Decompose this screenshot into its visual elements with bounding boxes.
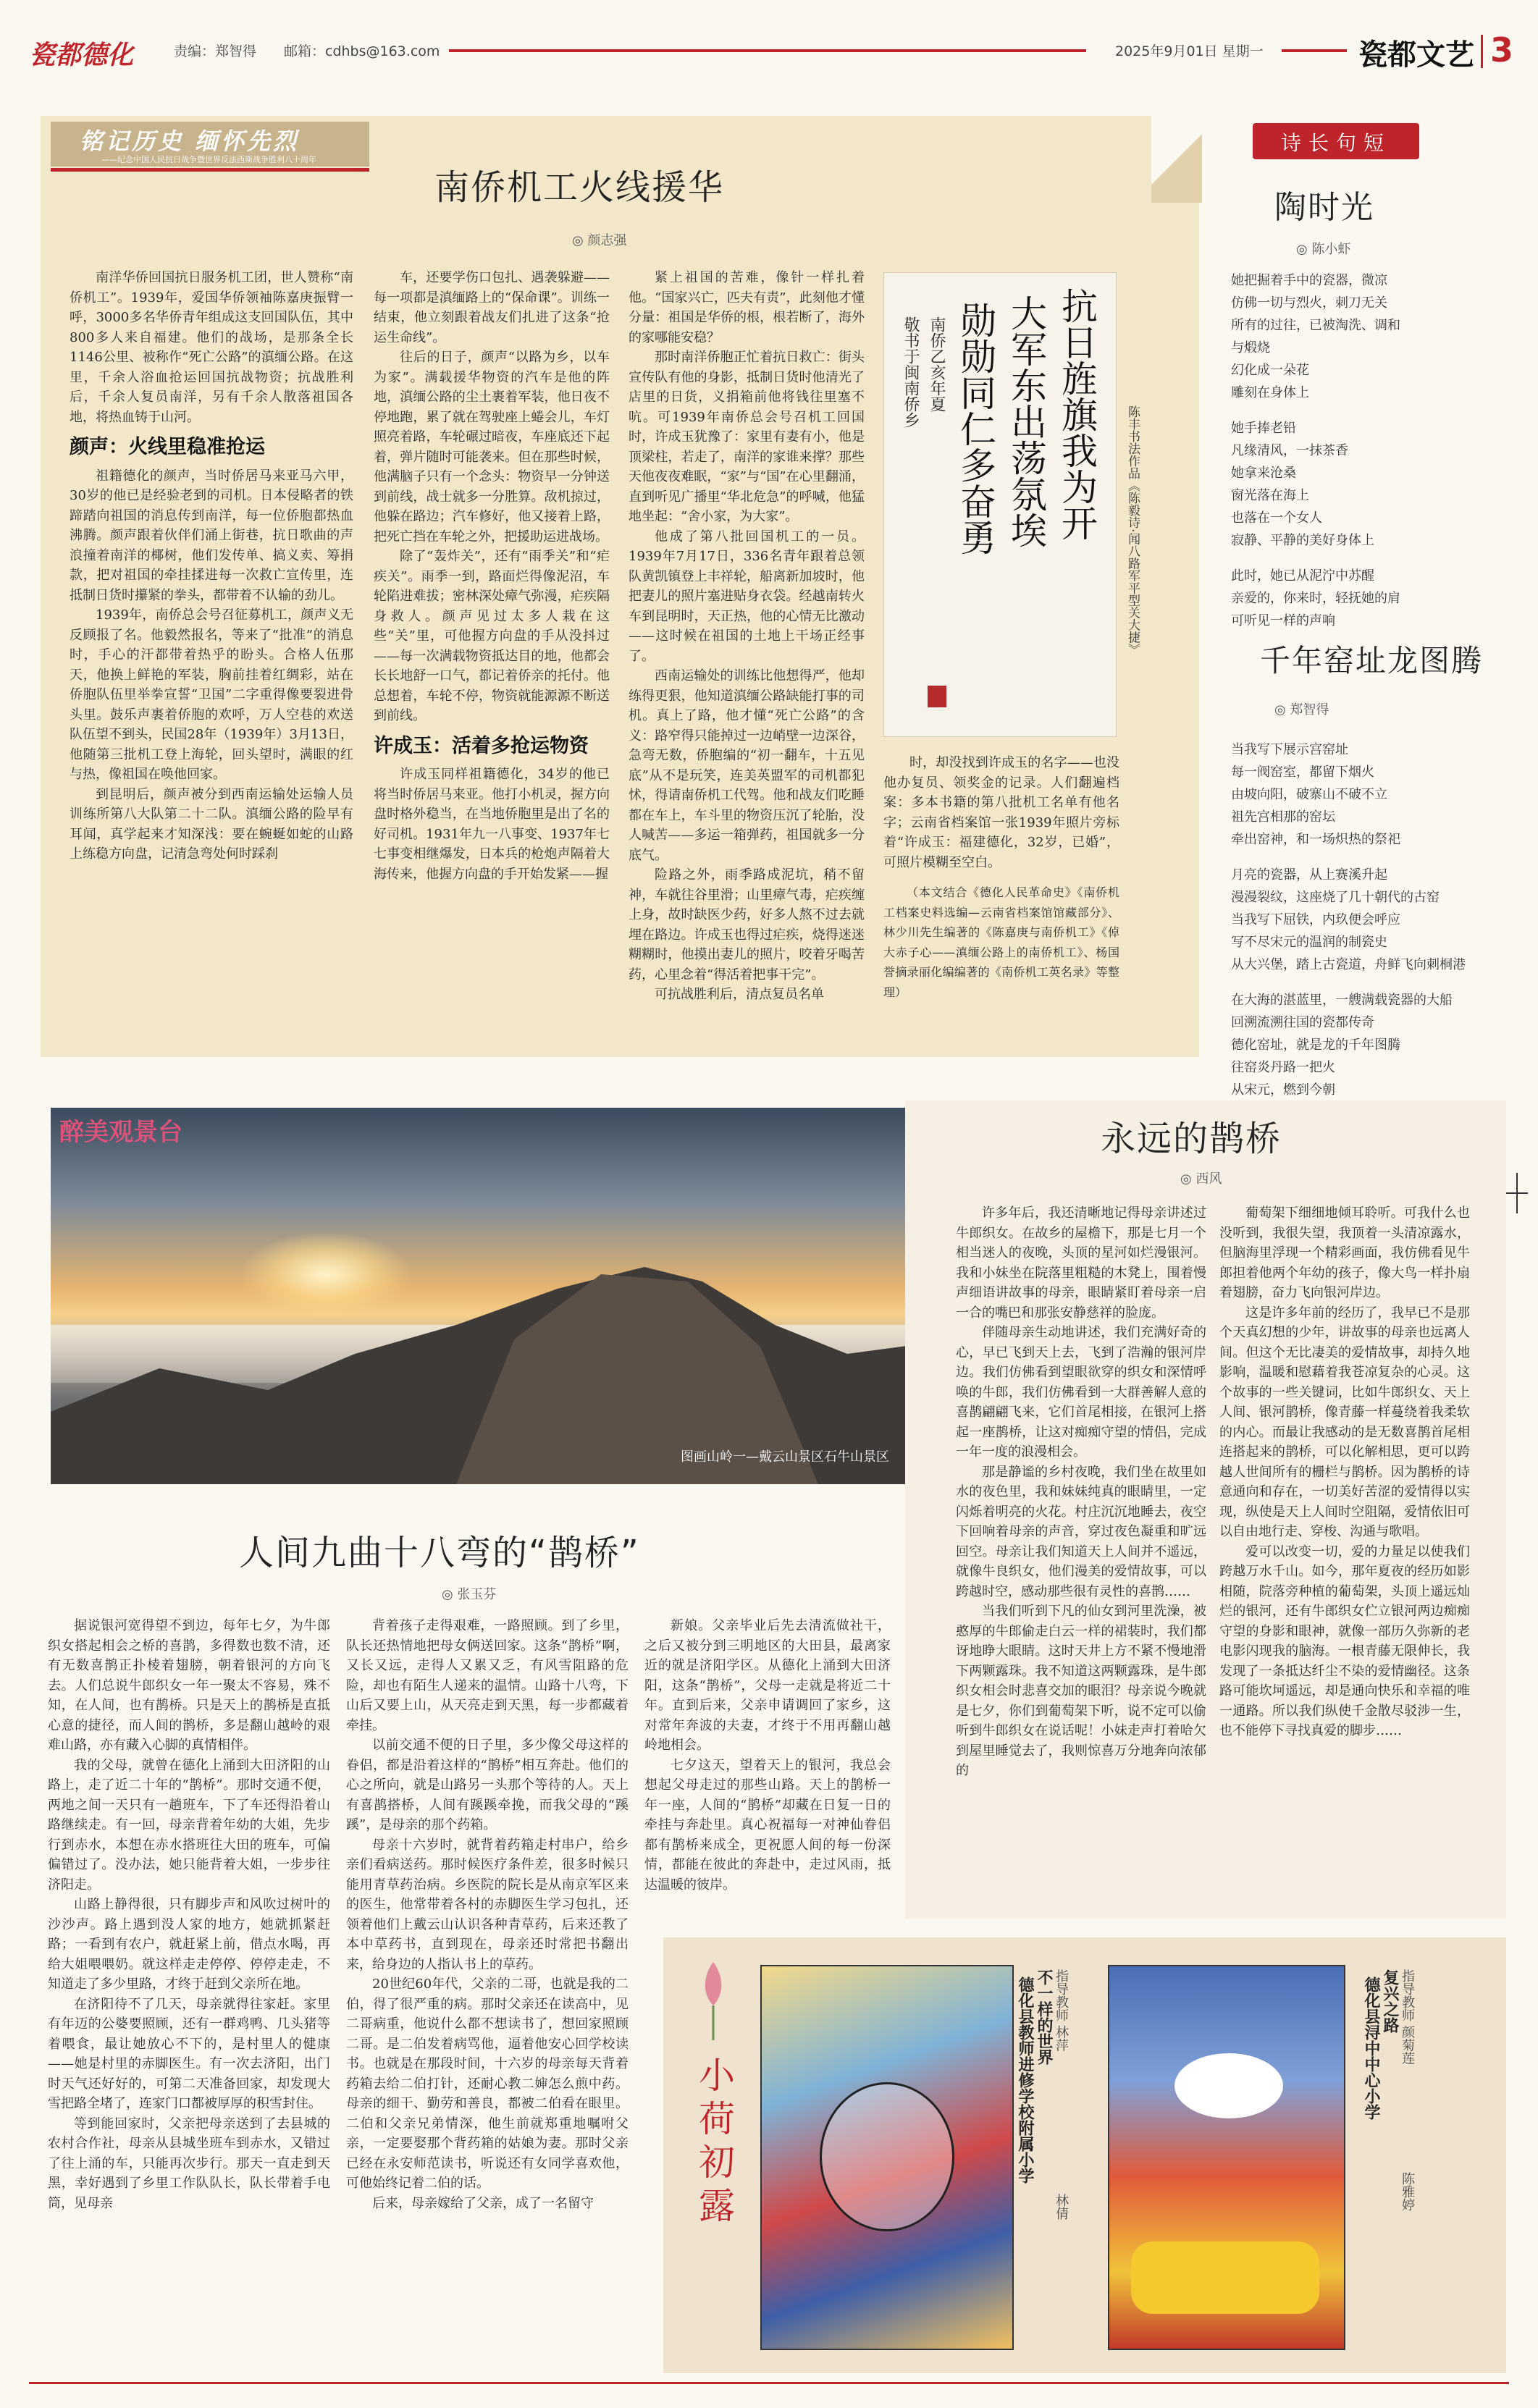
paragraph: 祖籍德化的颜声，当时侨居马来亚马六甲，30岁的他已是经验老到的司机。日本侵略者的铁蹄踏向祖国的消息传到南洋，每一位侨胞都热血沸腾。颜声跟着伙伴们涌上街巷，抗日歌曲的声浪撞着南洋的椰树，他们发传单、搞义卖、筹捐款，把对祖国的牵挂揉进每一次救亡宣传里，连抵制日货时攥紧的拳头，都带着不认输的劲儿。 xyxy=(70,468,353,603)
paragraph: 母亲十六岁时，就背着药箱走村串户，给乡亲们看病送药。那时候医疗条件差，很多时候只能用青草药治病。乡医院的院长是从南京军区来的医生，他常带着各村的赤脚医生学习包扎，还领着他们上戴云山认识各种青草药，后来还教了本中草药书，直到现在，母亲还时常把书翻出来，给身边的人指认书上的草药。 xyxy=(346,1837,629,1972)
poem-badge-label: 诗长句短 xyxy=(1280,131,1391,155)
art2-title: 复兴之路 xyxy=(1381,1969,1399,2033)
art1-teacher: 指导教师 林萍 xyxy=(1054,1969,1069,2052)
poem-line: 每一阀窑室，都留下烟火 xyxy=(1231,765,1374,780)
paragraph: 七夕这天，望着天上的银河，我总会想起父母走过的那些山路。天上的鹊桥一年一座，人间的“鹊桥”却藏在日复一日的牵挂与奔赴里。真心祝福每一对神仙眷侣都有鹊桥来成全，更祝愿人间的每一份深情，都能在彼此的奔赴中，走过风雨，抵达温暖的彼岸。 xyxy=(644,1757,891,1893)
photo-caption: 图画山岭一—戴云山景区石牛山景区 xyxy=(681,1449,889,1465)
poem-line: 从大兴堡，踏上古瓷道，舟鲜飞向刺桐港 xyxy=(1231,957,1466,972)
calligraphy-line: 南侨乙亥年夏 xyxy=(928,316,946,412)
poem-line: 寂静、平静的美好身体上 xyxy=(1231,533,1374,548)
paragraph: 我的父母，就曾在德化上涌到大田济阳的山路上，走了近二十年的“鹊桥”。那时交通不便，两地之间一天只有一趟班车，下了车还得沿着山路继续走。有一回，母亲背着年幼的大姐，先步行到赤水，本想在赤水搭班往大田的班车，可偏偏错过了。没办法，她只能背着大姐，一步步往济阳走。 xyxy=(48,1757,330,1893)
poem-line: 写不尽宋元的温润的制瓷史 xyxy=(1231,935,1387,950)
source-note: （本文结合《德化人民革命史》《南侨机工档案史料选编—云南省档案馆馆藏部分》、林少川先生编著的《陈嘉庚与南侨机工》《倬大赤子心——滇缅公路上的南侨机工》、杨国誉摘录丽化编编著的《南侨机工英名录》等整理） xyxy=(883,885,1119,999)
paragraph: 等到能回家时，父亲把母亲送到了去县城的农村合作社，母亲从县城坐班车到赤水，又错过了往上涌的车，只能再次步行。那天一直走到天黑，幸好遇到了乡里工作队队长，队长带着手电筒，见母亲 xyxy=(48,2116,330,2211)
email[interactable]: 邮箱：cdhbs@163.com xyxy=(284,43,440,59)
issue-date: 2025年9月01日 星期一 xyxy=(1115,43,1264,59)
paragraph: 这是许多年前的经历了，我早已不是那个天真幻想的少年，讲故事的母亲也远离人间。但这个无比凄美的爱情故事，却持久地影响，温暖和慰藉着我苍凉复杂的心灵。这个故事的一些关键词，比如牛郎织女、天上人间、银河鹊桥，像青藤一样蔓绕着我柔软的内心。而最让我感动的是无数喜鹊首尾相连搭起来的鹊桥，可以化解相思，更可以跨越人世间所有的栅栏与鹊桥。因为鹊桥的诗意通向和存在，一切美好苦涩的爱情得以实现，纵使是天上人间时空阻隔，爱情依旧可以自由地行走、穿梭、沟通与歌唱。 xyxy=(1219,1305,1470,1539)
poem-line: 她手捧老铅 xyxy=(1231,421,1296,436)
poem-line: 德化窑址，就是龙的千年图腾 xyxy=(1231,1037,1400,1053)
poem-line: 可听见一样的声响 xyxy=(1231,613,1335,628)
poem-line: 幻化成一朵花 xyxy=(1231,363,1309,378)
drawing-sunflowers xyxy=(1131,2241,1319,2314)
bottom-rule xyxy=(29,2382,1509,2384)
art2-school: 德化县浔中中心小学 xyxy=(1362,1977,1380,2120)
art2-student: 陈雅婷 xyxy=(1400,2172,1415,2211)
poem-line: 当我写下屈铁，内玖便会呼应 xyxy=(1231,912,1400,927)
poem-badge xyxy=(1253,123,1419,159)
poem-line: 此时，她已从泥泞中苏醒 xyxy=(1231,568,1374,584)
paragraph: 1939年，南侨总会号召征募机工，颜声义无反顾报了名。他毅然报名，等来了“批准”的消息时，手心的汗都带着热乎的盼头。合格人伍那天，他换上鲜艳的军装，胸前挂着红绸彩，站在侨胞队伍里举拳宣誓“卫国”二字重得像要裂进骨头里。鼓乐声裹着侨胞的欢呼，万人空巷的欢送队伍望不到头，民国28年（1939年）3月13日，他随第三批机工登上海轮，回头望时，满眼的红与热，像祖国在唤他回家。 xyxy=(70,607,353,782)
paragraph: 往后的日子，颜声“以路为乡，以车为家”。满载援华物资的汽车是他的阵地，滇缅公路的尘土裹着军装，他日夜不停地跑，累了就在驾驶座上蜷会儿，车灯照亮着路，车轮碾过暗夜，车座底还下起着，弹片随时可能袭来。但在那些时候，他满脑子只有一个念头：物资早一分钟送到前线，战士就多一分胜算。敌机掠过，他躲在路边；汽车修好，他又接着上路，把死亡挡在车轮之外，把援助运进战场。 xyxy=(374,350,610,544)
paragraph: 时，却没找到许成玉的名字——也没他办复员、领奖金的记录。人们翻遍档案：多本书籍的第八批机工名单有他名字；云南省档案馆一张1939年照片旁标着“许成玉：福建德化，32岁，已婚”，可照片模糊至空白。 xyxy=(883,755,1119,870)
article3-column-1 xyxy=(956,1203,1206,1898)
header-rule-right xyxy=(1282,49,1347,52)
article3-title: 永远的鹊桥 xyxy=(1101,1119,1282,1159)
paragraph: 后来，母亲嫁给了父亲，成了一名留守 xyxy=(372,2195,594,2211)
photo-label: 醉美观景台 xyxy=(59,1118,182,1147)
article3-column-2 xyxy=(1219,1203,1470,1898)
commemoration-banner xyxy=(51,122,369,167)
paragraph: 以前交通不便的日子里，多少像父母这样的眷侣，都是沿着这样的“鹊桥”相互奔赴。他们的心之所向，就是山路另一头那个等待的人。天上有喜鹊搭桥，人间有蹊蹊牵挽，而我父母的“蹊蹊”，是母亲的那个药箱。 xyxy=(346,1738,629,1832)
banner-bar xyxy=(51,168,369,172)
lotus-icon xyxy=(681,1955,746,2042)
poem-line: 从宋元，燃到今朝 xyxy=(1231,1082,1335,1098)
article1-author: ◎ 颜志强 xyxy=(572,233,627,248)
poem-line: 在大海的湛蓝里，一艘满载瓷器的大船 xyxy=(1231,993,1453,1008)
poem-line: 仿佛一切与烈火，刺刀无关 xyxy=(1231,295,1387,311)
poem-line: 她把掘着手中的瓷器，微凉 xyxy=(1231,273,1387,288)
paragraph: 在济阳待不了几天，母亲就得往家赶。家里有年迈的公婆要照顾，还有一群鸡鸭、几头猪等着喂食，最让她放心不下的，是村里人的健康——她是村里的赤脚医生。有一次去济阳，出门时天气还好好的，可第二天准备回家，却发现大雪把路全堵了，连家门口都被厚厚的积雪封住。 xyxy=(48,1996,330,2111)
art1-title: 不一样的世界 xyxy=(1035,1969,1053,2065)
paragraph: 葡萄架下细细地倾耳聆听。可我什么也没听到，我很失望，我顶着一头清凉露水，但脑海里浮现一个精彩画面，我仿佛看见牛郎担着他两个年幼的孩子，像大鸟一样扑扇着翅膀，奋力飞向银河岸边。 xyxy=(1219,1205,1470,1300)
poem1-author: ◎ 陈小虾 xyxy=(1296,242,1351,257)
article1-column-2 xyxy=(374,268,610,1043)
paragraph: 当我们听到下凡的仙女到河里洗澡，被憨厚的牛郎偷走白云一样的裙装时，我们都讶地睁大眼睛。这时天井上方不紧不慢地滑下两颗露珠。我不知道这两颗露珠，是牛郎织女相会时悲喜交加的眼泪？母亲说今晚就是七夕，你们到葡萄架下听，说不定可以偷听到牛郎织女在说话呢！小妹走声打着哈欠到屋里睡觉去了，我则惊喜万分地奔向浓郁的 xyxy=(956,1604,1206,1778)
poem2-body xyxy=(1231,738,1535,1101)
poem-line: 由坡向阳，破寨山不破不立 xyxy=(1231,787,1387,802)
paragraph: 那是静谧的乡村夜晚，我们坐在故里如水的夜色里，我和妹妹纯真的眼睛里，一定闪烁着明亮的火花。村庄沉沉地睡去，夜空下回响着母亲的声音，穿过夜色凝重和旷远回空。母亲让我们知道天上人间并不遥远，就像牛良织女，他们漫美的爱情故事，可以跨越时空，感动那些很有灵性的喜鹊…… xyxy=(956,1464,1206,1599)
kids-artwork-2 xyxy=(1108,1965,1345,2350)
paragraph: 他成了第八批回国机工的一员。1939年7月17日，336名青年跟着总领队黄凯镇登上丰祥轮，船离新加坡时，他把妻儿的照片塞进贴身衣袋。经越南转火车到昆明时，天正热，他的心情无比激动——这时候在祖国的土地上干场正经事了。 xyxy=(629,529,865,664)
poem2-author: ◎ 郑智得 xyxy=(1274,702,1329,717)
poem1-title: 陶时光 xyxy=(1274,189,1374,226)
paragraph: 南洋华侨回国抗日服务机工团，世人赞称“南侨机工”。1939年，爱国华侨领袖陈嘉庚振臂一呼，3000多名华侨青年组成这支回国队伍，其中800多人来自福建。他们的战场，是那条全长1146公里、被称作“死亡公路”的滇缅公路。在这里，千余人浴血抢运回国抗战物资；抗战胜利后，千余人复员南洋，另有千余人散落祖国各地，将热血铸于山河。 xyxy=(70,270,353,425)
paragraph: 许成玉同样祖籍德化，34岁的他已将当时侨居马来亚。他打小机灵，握方向盘时格外稳当，在当地侨胞里是出了名的好司机。1931年九一八事变、1937年七七事变相继爆发，日本兵的枪炮声隔着大海传来，他握方向盘的手开始发紧——握 xyxy=(374,767,610,882)
editor: 责编：郑智得 xyxy=(174,43,257,59)
article2-column-2 xyxy=(346,1616,629,2376)
art1-school: 德化县教师进修学校附属小学 xyxy=(1016,1977,1034,2184)
page-divider xyxy=(1481,35,1483,68)
calligraphy-caption: 陈丰书法作品《陈毅诗·闻八路军平型关大捷》 xyxy=(1125,405,1140,656)
subheading-xu-chengyu: 许成玉：活着多抢运物资 xyxy=(374,734,589,757)
crop-mark xyxy=(1506,1192,1528,1194)
kids-artwork-1 xyxy=(760,1965,1014,2350)
paragraph: 到昆明后，颜声被分到西南运输处运输人员训练所第八大队第二十二队。滇缅公路的险早有耳闻，真学起来才知深浅：要在蜿蜒如蛇的山路上练稳方向盘，记清急弯处何时踩刹 xyxy=(70,786,353,862)
drawing-dove xyxy=(1174,2053,1283,2118)
calligraphy-line: 敬书于闽南侨乡 xyxy=(902,316,920,428)
paragraph: 西南运输处的训练比他想得严，他却练得更狠，他知道滇缅公路缺能打事的司机。真上了路，他才懂“死亡公路”的含义：路窄得只能掉过一边峭壁一边深谷，急弯无数，侨胞编的“初一翻车，十五见底”从不是玩笑，连美英盟军的司机都犯怵，得请南侨机工代驾。他和战友们吃睡都在车上，车斗里的物资压沉了轮胎，没人喊苦——多运一箱弹药，祖国就多一分底气。 xyxy=(629,668,865,863)
poem-line: 她拿来沧桑 xyxy=(1231,466,1296,481)
article1-column-3 xyxy=(629,268,865,1043)
paragraph: 车，还要学伤口包扎、遇袭躲避——每一项都是滇缅路上的“保命课”。训练一结束，他立刻跟着战友们扎进了这条“抢运生命线”。 xyxy=(374,270,610,345)
paragraph: 据说银河宽得望不到边，每年七夕，为牛郎织女搭起相会之桥的喜鹊，多得数也数不清，还有无数喜鹊正扑棱着翅膀，朝着银河的方向飞去。人们总说牛郎织女一年一聚太不容易，殊不知，在人间，也有鹊桥。只是天上的鹊桥是直抵心意的捷径，而人间的鹊桥，多是翻山越岭的艰难山路，亦有藏入心脚的真情相伴。 xyxy=(48,1618,330,1753)
article2-column-3 xyxy=(644,1616,891,1927)
mountain-silhouette xyxy=(51,1108,956,1484)
calligraphy-line: 勋勋同仁多奋勇 xyxy=(954,302,996,555)
article1-column-4 xyxy=(883,753,1119,999)
poem-line: 窗光落在海上 xyxy=(1231,488,1309,503)
seal-stamp xyxy=(928,686,946,707)
banner-subtitle: ——纪念中国人民抗日战争暨世界反法西斯战争胜利八十周年 xyxy=(101,155,316,164)
paper-name-logo: 瓷都德化 xyxy=(29,40,134,70)
calligraphy-artwork xyxy=(883,272,1117,737)
poem-line: 也落在一个女人 xyxy=(1231,510,1322,526)
paragraph: 许多年后，我还清晰地记得母亲讲述过牛郎织女。在故乡的屋檐下，那是七月一个相当迷人的夜晚，头顶的星河如烂漫银河。我和小妹坐在院落里粗糙的木凳上，围着慢声细语讲故事的母亲，眼睛紧盯着母亲一启一合的嘴巴和那张安静慈祥的脸庞。 xyxy=(956,1205,1206,1321)
poem-line: 漫漫裂纹，这座烧了几十朝代的古窑 xyxy=(1231,890,1440,905)
kids-art-label: 小荷初露 xyxy=(693,2056,735,2230)
paragraph: 除了“轰炸关”，还有“雨季关”和“疟疾关”。雨季一到，路面烂得像泥沼，车轮陷进难拔；密林深处瘴气弥漫，疟疾隔身救人。颜声见过太多人栽在这些“关”里，可他握方向盘的手从没抖过——每一次满载物资抵达目的地，他都会长长地舒一口气，都记着侨亲的托付。他总想着，车轮不停，物资就能源源不断送到前线。 xyxy=(374,549,610,723)
calligraphy-line: 抗日旌旗我为开 xyxy=(1056,287,1098,541)
art1-student: 林倩 xyxy=(1054,2194,1069,2220)
poem-line: 当我写下展示宫窑址 xyxy=(1231,742,1348,757)
article3-author: ◎ 西风 xyxy=(1180,1171,1222,1187)
poem-line: 回溯流溯往国的瓷都传奇 xyxy=(1231,1015,1374,1030)
paragraph: 可抗战胜利后，清点复员名单 xyxy=(655,987,824,1002)
poem-line: 所有的过往，已被淘洗、调和 xyxy=(1231,318,1400,333)
paragraph: 那时南洋侨胞正忙着抗日救亡：街头宣传队有他的身影，抵制日货时他清光了店里的日货，义捐箱前他将钱往里塞不吭。可1939年南侨总会号召机工回国时，许成玉犹豫了：家里有妻有小，他是顶梁柱，若走了，南洋的家谁来撑？那些天他夜夜难眠，“家”与“国”在心里翻涌，直到听见广播里“华北危急”的呼喊，他猛地坐起：“舍小家，为大家”。 xyxy=(629,350,865,524)
poem2-title: 千年窑址龙图腾 xyxy=(1260,643,1484,678)
calligraphy-line: 大军东出荡氛埃 xyxy=(1005,295,1047,548)
paragraph: 山路上静得很，只有脚步声和风吹过树叶的沙沙声。路上遇到没人家的地方，她就抓紧赶路；一看到有农户，就赶紧上前，借点水喝，再给大姐喂喂奶。就这样走走停停、停停走走，不知道走了多少里路，才终于赶到父亲所在地。 xyxy=(48,1897,330,1992)
paragraph: 背着孩子走得艰难，一路照顾。到了乡里，队长还热情地把母女俩送回家。这条“鹊桥”啊，又长又远，走得人又累又乏，有风雪阻路的危险，却也有陌生人递来的温情。山路十八弯，下山后又要上山，从天亮走到天黑，每一步都藏着牵挂。 xyxy=(346,1618,629,1733)
poem-line: 雕刻在身体上 xyxy=(1231,385,1309,400)
poem-line: 凡缘清风，一抹茶香 xyxy=(1231,443,1348,458)
paragraph: 险路之外，雨季路成泥坑，稍不留神，车就往谷里滑；山里瘴气毒，疟疾缠上身，故时缺医少药，好多人熬不过去就埋在路边。许成玉也得过疟疾，烧得迷迷糊糊时，他摸出妻儿的照片，咬着牙喝苦药，心里念着“得活着把事干完”。 xyxy=(629,867,865,982)
poem-line: 祖先宫相那的窑坛 xyxy=(1231,809,1335,825)
article1-column-1 xyxy=(70,268,353,1043)
article1-title: 南侨机工火线援华 xyxy=(434,167,725,208)
page-curl xyxy=(1151,116,1202,203)
art2-teacher: 指导教师 颜菊莲 xyxy=(1400,1969,1415,2065)
poem-line: 月亮的瓷器，从上赛溪升起 xyxy=(1231,867,1387,883)
drawing-building xyxy=(820,2082,954,2231)
paragraph: 爱可以改变一切，爱的力量足以使我们跨越万水千山。如今，那年夏夜的经历如影相随，院落旁种植的葡萄架，头顶上遥远灿烂的银河，还有牛郎织女伫立银河两边痴痴守望的身影和眼神，就像一部历久弥新的老电影闪现我的脑海。一根青藤无限伸长，我发现了一条抵达纤尘不染的爱情幽径。这条路可能坎坷遥远，却是通向快乐和幸福的唯一通路。所以我们纵使千金散尽驳涉一生，也不能停下寻找真爱的脚步…… xyxy=(1219,1544,1470,1738)
paragraph: 伴随母亲生动地讲述，我们充满好奇的心，早已飞到天上去，飞到了浩瀚的银河岸边。我们仿佛看到望眼欲穿的织女和深情呼唤的牛郎，我们仿佛看到一大群善解人意的喜鹊翩翩飞来，它们首尾相接，在银河上搭起一座鹊桥，让这对痴痴守望的情侣，完成一年一度的浪漫相会。 xyxy=(956,1325,1206,1460)
header-rule-left xyxy=(449,49,1086,52)
poem-line: 牵出窑神，和一场炽热的祭祀 xyxy=(1231,832,1400,847)
article2-title: 人间九曲十八弯的“鹊桥” xyxy=(239,1533,640,1573)
masthead xyxy=(29,30,1514,75)
subheading-yan-sheng: 颜声：火线里稳准抢运 xyxy=(70,436,265,458)
poem-line: 亲爱的，你来时，轻抚她的肩 xyxy=(1231,591,1400,606)
poem1-body xyxy=(1231,269,1521,632)
banner-title: 铭记历史 缅怀先烈 xyxy=(80,127,300,155)
paragraph: 新娘。父亲毕业后先去清流做社干，之后又被分到三明地区的大田县，最离家近的就是济阳学区。从德化上涌到大田济阳，这条“鹊桥”，父母一走就是将近二十年。直到后来，父亲申请调回了家乡，这对常年奔波的夫妻，才终于不用再翻山越岭地相会。 xyxy=(644,1618,891,1753)
paragraph: 紧上祖国的苦难，像针一样扎着他。“国家兴亡，匹夫有责”，此刻他才懂分量：祖国是华侨的根，根若断了，海外的家哪能安稳？ xyxy=(629,270,865,345)
landscape-photo xyxy=(51,1108,956,1484)
poem-line: 往窑炎丹路一把火 xyxy=(1231,1060,1335,1075)
paragraph: 20世纪60年代，父亲的二哥，也就是我的二伯，得了很严重的病。那时父亲还在读高中，见二哥病重，他说什么都不想读书了，想回家照顾二哥。是二伯发着病骂他，逼着他安心回学校读书。也就是在那段时间，十六岁的母亲每天背着药箱去给二伯打针，还耐心教二婶怎么煎中药。母亲的细干、勤劳和善良，都被二伯看在眼里。二伯和父亲兄弟情深，他生前就郑重地嘱咐父亲，一定要娶那个背药箱的姑娘为妻。那时父亲已经在永安师范读书，听说还有女同学喜欢他，可他始终记着二伯的话。 xyxy=(346,1977,629,2191)
article2-author: ◎ 张玉芬 xyxy=(442,1587,497,1602)
section-title: 瓷都文艺 xyxy=(1358,38,1474,72)
article2-column-1 xyxy=(48,1616,330,2376)
page-number: 3 xyxy=(1490,30,1514,70)
poem-line: 与煅烧 xyxy=(1231,340,1270,355)
